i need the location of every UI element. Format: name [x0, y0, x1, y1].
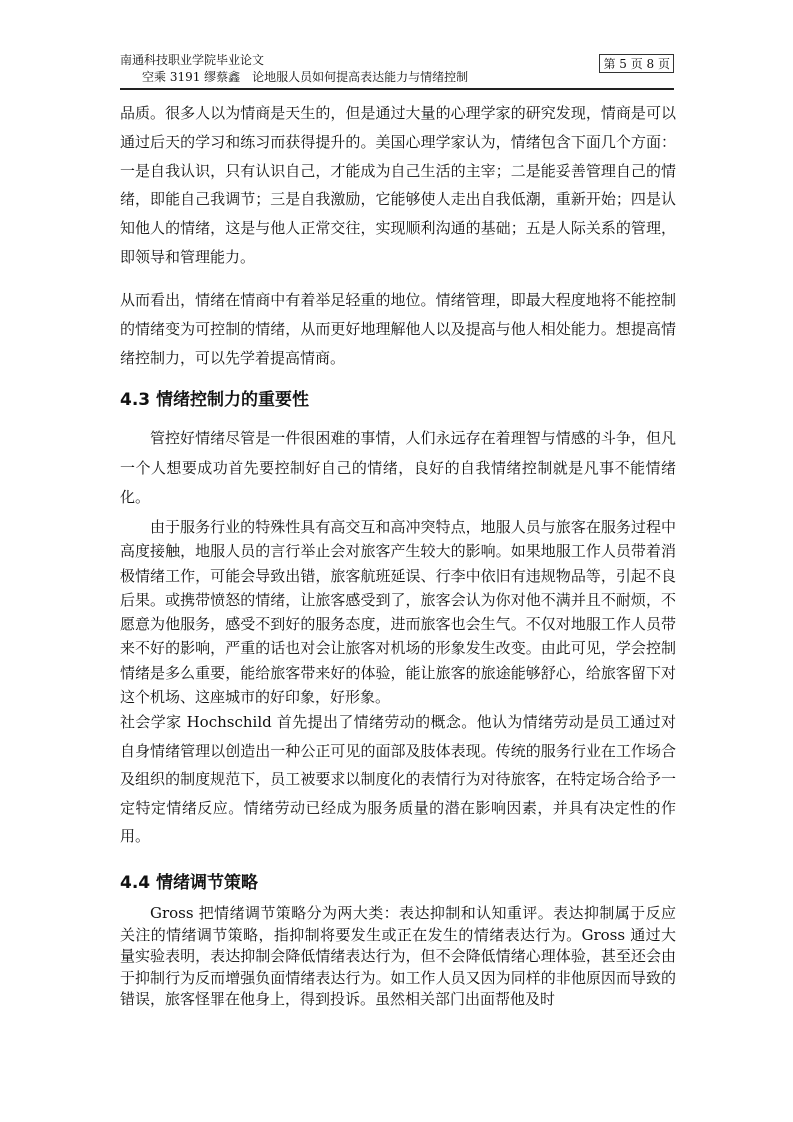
paragraph-emotional-labor — [120, 708, 676, 851]
paragraph-text: 由于服务行业的特殊性具有高交互和高冲突特点，地服人员与旅客在服务过程中高度接触，地服人员的言行举止会对旅客产生较大的影响。如果地服工作人员带着消极情绪工作，可能会导致出错，旅客航班延误、行李中依旧有违规物品等，引起不良后果。或携带愤怒的情绪，让旅客感受到了，旅客会认为你对他不满并且不耐烦，不愿意为他服务，感受不到好的服务态度，进而旅客也会生气。不仅对地服工作人员带来不好的影响，严重的话也对会让旅客对机场的形象发生改变。由此可见，学会控制情绪是多么重要，能给旅客带来好的体验，能让旅客的旅途能够舒心，给旅客留下对这个机场、这座城市的好印象，好形象。 — [120, 518, 676, 707]
author-line: 空乘 3191 缪蔡鑫 论地服人员如何提高表达能力与情绪控制 — [142, 70, 469, 84]
paragraph-text: 社会学家 Hochschild 首先提出了情绪劳动的概念。他认为情绪劳动是员工通过对自身情绪管理以创造出一种公正可见的面部及肢体表现。传统的服务行业在工作场合及组织的制度规范下，员工被要求以制度化的表情行为对待旅客，在特定场合给予一定特定情绪反应。情绪劳动已经成为服务质量的潜在影响因素，并具有决定性的作用。 — [120, 713, 676, 845]
paragraph-service-industry — [120, 515, 676, 709]
paragraph-emotion-management — [120, 286, 676, 373]
paragraph-text: 从而看出，情绪在情商中有着举足轻重的地位。情绪管理，即最大程度地将不能控制的情绪变为可控制的情绪，从而更好地理解他人以及提高与他人相处能力。想提高情绪控制力，可以先学着提高情商。 — [120, 291, 676, 367]
header-divider — [120, 88, 674, 90]
paragraph-text: 品质。很多人以为情商是天生的，但是通过大量的心理学家的研究发现，情商是可以通过后天的学习和练习而获得提升的。美国心理学家认为，情绪包含下面几个方面：一是自我认识，只有认识自己，才能成为自己生活的主宰；二是能妥善管理自己的情绪，即能自己我调节；三是自我激励，它能够使人走出自我低潮，重新开始；四是认知他人的情绪，这是与他人正常交往，实现顺利沟通的基础；五是人际关系的管理，即领导和管理能力。 — [120, 104, 676, 266]
paragraph-text: Gross 把情绪调节策略分为两大类：表达抑制和认知重评。表达抑制属于反应关注的情绪调节策略，指抑制将要发生或正在发生的情绪表达行为。Gross 通过大量实验表明，表达抑制会降低情绪表达行为，但不会降低情绪心理体验，甚至还会由于抑制行为反而增强负面情绪表达行为。如工作人员又因为同样的非他原因而导致的错误，旅客怪罪在他身上，得到投诉。虽然相关部门出面帮他及时 — [120, 904, 676, 1009]
school-title: 南通科技职业学院毕业论文 — [120, 53, 265, 67]
section-heading-4-4: 4.4 情绪调节策略 — [120, 873, 259, 893]
paragraph-control-importance — [120, 424, 676, 513]
section-heading-4-3: 4.3 情绪控制力的重要性 — [120, 390, 310, 410]
page-number: 第 5 页 8 页 — [599, 54, 674, 73]
paragraph-emotion-components — [120, 99, 676, 272]
paragraph-regulation-strategy — [120, 903, 676, 1011]
paragraph-text: 管控好情绪尽管是一件很困难的事情，人们永远存在着理智与情感的斗争，但凡一个人想要成功首先要控制好自己的情绪，良好的自我情绪控制就是凡事不能情绪化。 — [120, 429, 676, 506]
header-left — [120, 52, 468, 86]
